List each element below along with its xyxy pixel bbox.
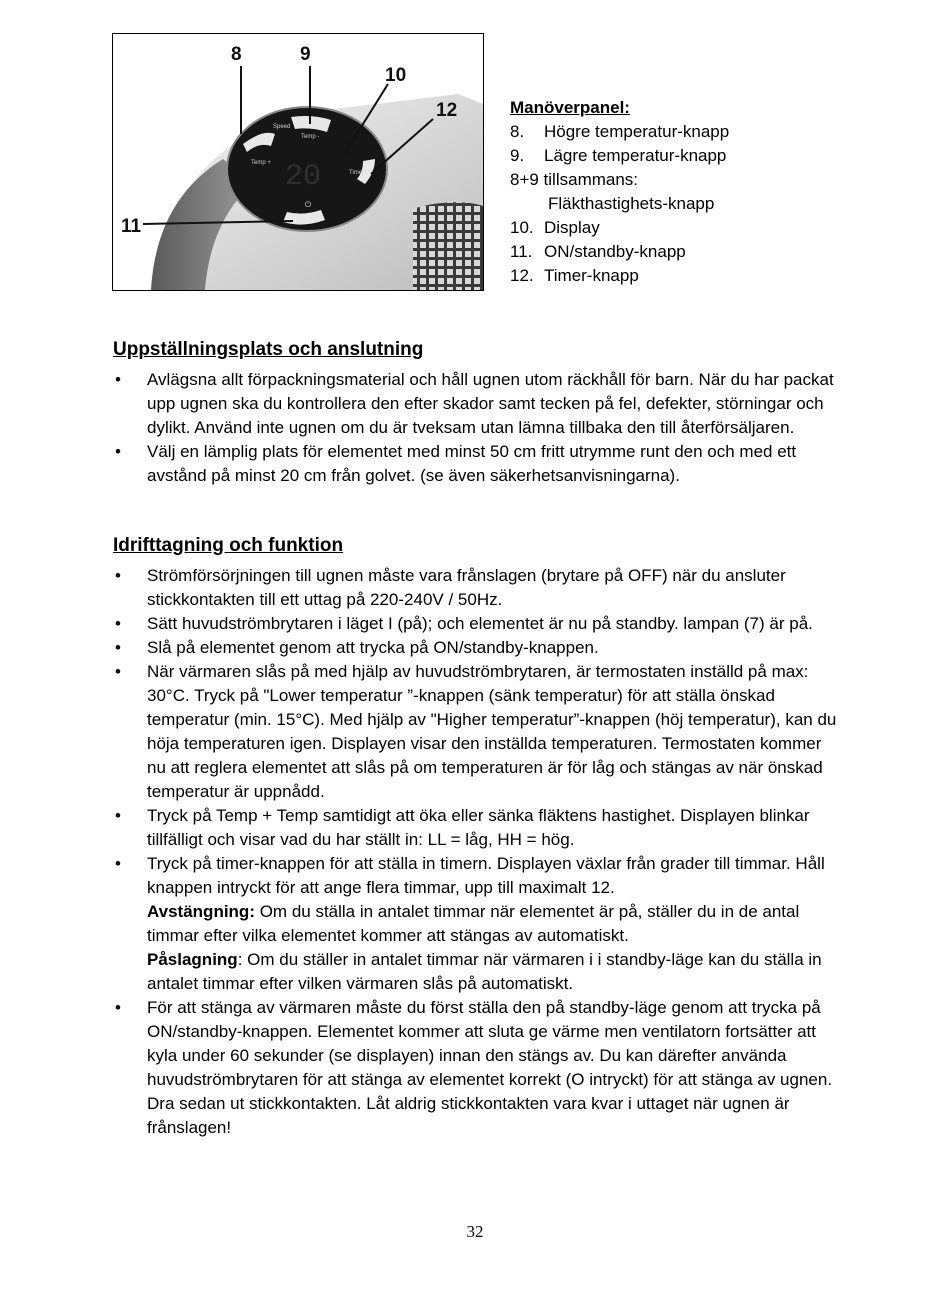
legend-item-text: Högre temperatur-knapp bbox=[544, 122, 730, 141]
legend-item-number: 9. bbox=[510, 146, 525, 165]
legend-title: Manöverpanel: bbox=[510, 98, 630, 117]
timer-label: Timer bbox=[349, 170, 365, 176]
list-item bbox=[113, 368, 843, 440]
legend-item-number: 11. bbox=[510, 242, 533, 261]
section-heading-setup: Uppställningsplats och anslutning bbox=[113, 339, 424, 360]
legend-item bbox=[510, 216, 729, 240]
list-item-text: Slå på elementet genom att trycka på ON/standby-knappen. bbox=[147, 638, 599, 657]
bullet-icon: • bbox=[115, 614, 121, 633]
bullet-icon: • bbox=[115, 370, 121, 389]
callout-12: 12 bbox=[436, 100, 458, 121]
bullet-icon: • bbox=[115, 854, 121, 873]
list-item bbox=[113, 660, 843, 804]
list-item-text: För att stänga av värmaren måste du först ställa den på standby-läge genom att trycka på ON/standby-knappen. Elementet kommer att sluta ge värme men ventilatorn fortsätter att kyla under 60 sekunder (se displayen) innan den stängs av. Du kan därefter använda huvudströmbrytaren för att stänga av elementet korrekt (O intryckt) för att stänga av ugnen. Dra sedan ut stickkontakten. Låt aldrig stickkontakten vara kvar i uttaget när ugnen är frånslagen! bbox=[147, 998, 833, 1137]
bullet-icon: • bbox=[115, 566, 121, 585]
legend-item-text: Display bbox=[544, 218, 600, 237]
timer-text: Tryck på timer-knappen för att ställa in timern. Displayen växlar från grader till timmar. Håll knappen intryckt för att ange flera timmar, upp till maximalt 12. bbox=[147, 854, 825, 897]
list-item bbox=[113, 996, 843, 1140]
list-item bbox=[113, 564, 843, 612]
control-panel-legend bbox=[510, 96, 729, 288]
control-panel-figure bbox=[112, 33, 484, 291]
shutdown-label: Avstängning: bbox=[147, 902, 255, 921]
legend-item bbox=[510, 168, 729, 192]
legend-item-text: 8+9 tillsammans: bbox=[510, 170, 639, 189]
list-item-text: Avlägsna allt förpackningsmaterial och håll ugnen utom räckhåll för barn. När du har packat upp ugnen ska du kontrollera den efter skador samt tecken på fel, defekter, störningar och dylikt. Använd inte ugnen om du är tveksam utan lämna tillbaka den till återförsäljaren. bbox=[147, 370, 834, 437]
legend-item-text: ON/standby-knapp bbox=[544, 242, 686, 261]
startup-label: Påslagning bbox=[147, 950, 238, 969]
legend-item-number: 12. bbox=[510, 266, 534, 285]
list-item-text: Strömförsörjningen till ugnen måste vara frånslagen (brytare på OFF) när du ansluter stickkontakten till ett uttag på 220-240V / 50Hz. bbox=[147, 566, 786, 609]
display-digits: 20 bbox=[285, 160, 322, 194]
legend-item-text: Lägre temperatur-knapp bbox=[544, 146, 727, 165]
list-item bbox=[113, 612, 843, 636]
list-item-text: Sätt huvudströmbrytaren i läget I (på); och elementet är nu på standby. lampan (7) är på. bbox=[147, 614, 813, 633]
list-item bbox=[113, 636, 843, 660]
page-number: 32 bbox=[466, 1222, 484, 1241]
speed-label: Speed bbox=[273, 124, 291, 130]
list-item-timer bbox=[113, 852, 843, 996]
operation-list bbox=[113, 564, 843, 1140]
bullet-icon: • bbox=[115, 998, 121, 1017]
legend-item bbox=[510, 120, 729, 144]
callout-10: 10 bbox=[385, 65, 407, 86]
bullet-icon: • bbox=[115, 662, 121, 681]
list-item bbox=[113, 804, 843, 852]
legend-item-number: 8. bbox=[510, 122, 525, 141]
legend-item bbox=[510, 240, 729, 264]
temp-minus-label: Temp - bbox=[301, 134, 320, 140]
list-item bbox=[113, 440, 843, 488]
bullet-icon: • bbox=[115, 442, 121, 461]
section-heading-operation: Idrifttagning och funktion bbox=[113, 535, 344, 556]
legend-item-number: 10. bbox=[510, 218, 534, 237]
callout-8: 8 bbox=[231, 44, 242, 65]
shutdown-text: Om du ställa in antalet timmar när elementet är på, ställer du in de antal timmar efter vilka elementet kommer att stängas av automatiskt. bbox=[147, 902, 800, 945]
legend-item bbox=[510, 192, 729, 216]
callout-9: 9 bbox=[300, 44, 311, 65]
power-icon: ⏻ bbox=[304, 200, 312, 209]
legend-item bbox=[510, 264, 729, 288]
bullet-icon: • bbox=[115, 806, 121, 825]
heater-illustration bbox=[113, 34, 483, 290]
list-item-text: När värmaren slås på med hjälp av huvudströmbrytaren, är termostaten inställd på max: 30°C. Tryck på "Lower temperatur ”-knappen (sänk temperatur) för att ställa önskad temperatur (min. 15°C). Med hjälp av "Higher temperatur”-knappen (höj temperatur), kan du höja temperaturen igen. Displayen visar den inställda temperaturen. Termostaten kommer nu att reglera elementet att slås på om temperaturen är för låg och stängas av när önskad temperatur är uppnådd. bbox=[147, 662, 837, 801]
setup-list bbox=[113, 368, 843, 488]
legend-item bbox=[510, 144, 729, 168]
list-item-text: Välj en lämplig plats för elementet med minst 50 cm fritt utrymme runt den och med ett avstånd på minst 20 cm från golvet. (se även säkerhetsanvisningarna). bbox=[147, 442, 797, 485]
list-item-text: Tryck på Temp + Temp samtidigt att öka eller sänka fläktens hastighet. Displayen blinkar tillfälligt och visar vad du har ställt in: LL = låg, HH = hög. bbox=[147, 806, 810, 849]
legend-item-text: Timer-knapp bbox=[544, 266, 639, 285]
heater-grill bbox=[413, 202, 483, 290]
bullet-icon: • bbox=[115, 638, 121, 657]
startup-text: : Om du ställer in antalet timmar när värmaren i i standby-läge kan du ställa in antalet timmar efter vilken värmaren slås på automatiskt. bbox=[147, 950, 822, 993]
temp-plus-label: Temp + bbox=[251, 160, 271, 166]
callout-11: 11 bbox=[121, 216, 142, 237]
legend-item-text: Fläkthastighets-knapp bbox=[548, 194, 715, 213]
